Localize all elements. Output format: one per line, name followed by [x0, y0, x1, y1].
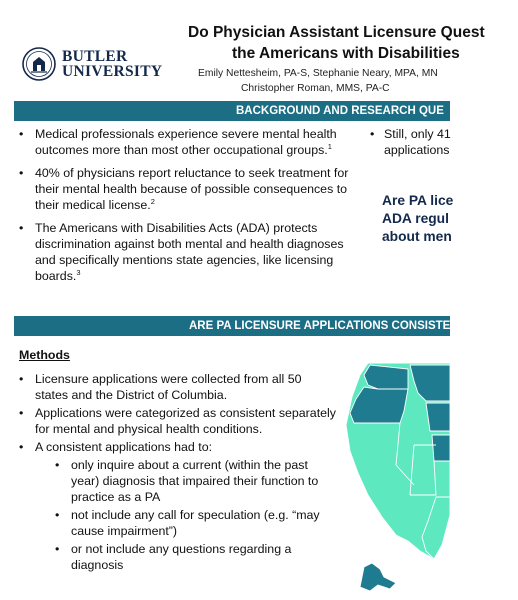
methods-bullet: • Licensure applications were collected from all 50 states and the District of Columbia. — [17, 371, 337, 403]
side-bullet-list — [368, 126, 458, 158]
background-bullet — [17, 165, 367, 213]
map-state-colorado — [432, 435, 450, 461]
background-bullet-list — [17, 126, 367, 291]
author-list — [198, 66, 438, 96]
criteria-bullet: • only inquire about a current (within the past year) diagnosis that impaired their function to practice as a PA — [35, 457, 337, 505]
question-line-1: Are PA lice — [382, 193, 454, 208]
map-state-wyoming — [426, 403, 450, 431]
map-state-alaska — [360, 563, 396, 591]
question-line-2: ADA regul — [382, 211, 449, 226]
criteria-bullet: • or not include any questions regarding a diagnosis — [35, 541, 337, 573]
logo-line-1: BUTLER — [62, 48, 128, 65]
bullet-text: Medical professionals experience severe mental health outcomes more than most other occupational groups. — [35, 127, 337, 157]
map-state-washington — [364, 365, 408, 389]
butler-university-logo — [22, 44, 172, 84]
background-bullet — [17, 126, 367, 158]
section-banner-background: BACKGROUND AND RESEARCH QUE — [14, 101, 450, 121]
reference-marker: 3 — [76, 267, 81, 277]
poster-title — [188, 22, 518, 64]
methods-heading: Methods — [19, 348, 70, 362]
methods-bullet: • Applications were categorized as consistent separately for mental and physical health conditions. — [17, 405, 337, 437]
logo-line-2: UNIVERSITY — [62, 63, 163, 80]
university-seal-icon — [22, 47, 56, 81]
bullet-text: A consistent applications had to: — [35, 440, 213, 454]
research-question — [382, 192, 462, 246]
methods-bullet — [17, 439, 337, 573]
side-bullet-line-1: Still, only 41 — [384, 127, 451, 141]
section-banner-consistency: ARE PA LICENSURE APPLICATIONS CONSISTENT — [14, 316, 450, 336]
reference-marker: 2 — [150, 196, 155, 206]
side-bullet — [368, 126, 458, 158]
question-line-3: about men — [382, 229, 452, 244]
authors-line-1: Emily Nettesheim, PA-S, Stephanie Neary, MPA, MN — [198, 68, 438, 79]
criteria-sub-list — [35, 457, 337, 573]
authors-line-2: Christopher Roman, MMS, PA-C — [241, 83, 390, 94]
us-states-map — [338, 345, 450, 600]
methods-bullet-list — [17, 371, 337, 575]
title-line-2: the Americans with Disabilities — [232, 45, 460, 62]
reference-marker: 1 — [327, 141, 332, 151]
bullet-text: 40% of physicians report reluctance to seek treatment for their mental health because of possible consequences to their medical license. — [35, 166, 349, 212]
background-bullet — [17, 220, 367, 284]
title-line-1: Do Physician Assistant Licensure Quest — [188, 24, 485, 41]
criteria-bullet: • not include any call for speculation (e.g. “may cause impairment”) — [35, 507, 337, 539]
bullet-text: The Americans with Disabilities Acts (ADA) protects discrimination against both mental and health diagnoses and specifically mentions state agencies, like licensing boards. — [35, 221, 344, 283]
side-bullet-line-2: applications — [384, 143, 450, 157]
logo-wordmark — [62, 49, 162, 79]
